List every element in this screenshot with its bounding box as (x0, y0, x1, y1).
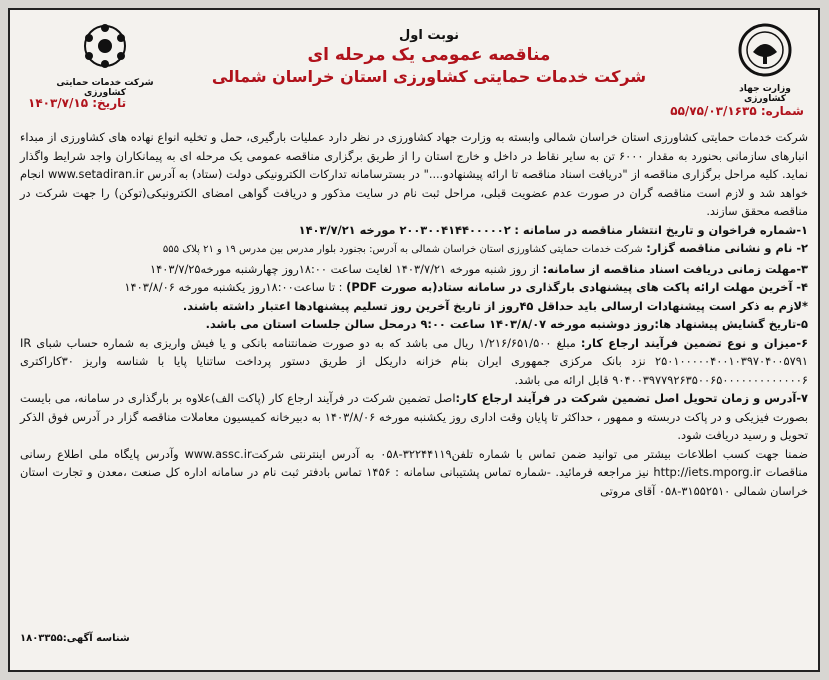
intro-paragraph: شرکت خدمات حمایتی کشاورزی استان خراسان شمالی وابسته به وزارت جهاد کشاورزی در نظر دارد عملیات بارگیری، حمل و تخلیه انواع نهاده های کشاورزی از مبداء انبارهای سازمانی بحنورد به مقدار ۶۰۰۰ تن به سایر نقاط در داخل و خارج استان را از طریق برگزاری مناقصه عمومی یک مرحله ای به پیمانکاران واجد شرایط واگذار نماید. کلیه مراحل برگزاری مناقصه از "دریافت اسناد مناقصه تا ارائه پیشنهادو...." در بسترسامانه تدارکات الکترونیکی دولت (ستاد) به آدرس www.setadiran.ir انجام خواهد شد و لازم است مناقصه گران در صورت عدم عضویت قبلی، مراحل ثبت نام در سایت مذکور و دریافت گواهی امضای الکترونیکی(توکن) را جهت شرکت در مناقصه محقق سازند. (20, 130, 808, 218)
item-3-label: ۳-مهلت زمانی دریافت اسناد مناقصه از سامانه: (542, 261, 808, 276)
ministry-emblem-icon (737, 22, 793, 78)
item-2-text: شرکت خدمات حمایتی کشاورزی استان خراسان شمالی به آدرس: بجنورد بلوار مدرس بین مدرس ۱۹ و ۲۱ پلاک ۵۵۵ (162, 244, 643, 255)
item-1-label: ۱-شماره فراخوان و تاریخ انتشار مناقصه در سامانه : (514, 222, 808, 237)
reference-value: ۵۵/۷۵/۰۳/۱۶۳۵ (670, 104, 757, 118)
note-text: *لازم به ذکر است پیشنهادات ارسالی باید حداقل ۴۵روز از تاریخ آخرین روز تسلیم پیشنهادها اعتبار داشته باشند. (182, 298, 808, 313)
reference-number (670, 104, 804, 118)
item-2-label: ۲- نام و نشانی مناقصه گزار: (646, 241, 808, 255)
item-6-label: ۶-میزان و نوع تضمین فرآیند ارجاع کار: (580, 335, 809, 350)
item-6 (20, 334, 808, 390)
item-4 (20, 278, 808, 297)
company-logo (50, 20, 160, 98)
item-4-text: : تا ساعت۱۸:۰۰روز یکشنبه مورخه ۱۴۰۳/۸/۰۶ (124, 280, 343, 294)
item-6-text: مبلغ ۱/۲۱۶/۶۵۱/۵۰۰ ریال می باشد که به دو صورت ضمانتنامه بانکی و یا فیش واریزی به شماره حساب شبای IR ۲۵۰۱۰۰۰۰۰۴۰۰۱۰۳۹۷۰۴۰۰۵۷۹۱ نزد بانک مرکزی جمهوری ایران بنام خزانه داریکل از طریق دستور پرداخت ساتنایا پایا با شناسه واریز ۳۰کاراکتری ۹۰۴۰۰۳۹۷۷۹۲۶۳۵۰۰۶۵۰۰۰۰۰۰۰۰۰۰۰۰۰۶ قابل ارائه می باشد. (20, 335, 808, 387)
tender-notice (8, 8, 820, 672)
notice-date (28, 96, 126, 110)
item-3-text: از روز شنبه مورخه ۱۴۰۳/۷/۲۱ لغایت ساعت ۱۸:۰۰روز چهارشنبه مورخه۱۴۰۳/۷/۲۵ (150, 261, 539, 276)
company-title: شرکت خدمات حمایتی کشاورزی استان خراسان شمالی (211, 67, 647, 86)
ministry-logo (730, 22, 800, 104)
item-1-text: ۲۰۰۳۰۰۴۱۴۴۰۰۰۰۰۲ مورخه ۱۴۰۳/۷/۲۱ (298, 222, 511, 237)
item-5 (20, 315, 808, 334)
ministry-caption: وزارت جهاد کشاورزی (739, 84, 791, 104)
item-4-label: ۴- آخرین مهلت ارائه پاکت های پیشنهادی بارگذاری در سامانه ستاد(به صورت PDF) (346, 280, 808, 294)
round-label: نوبت اول (398, 28, 460, 43)
date-label: تاریخ: (92, 96, 127, 110)
notice-body (20, 128, 808, 500)
notice-title: مناقصه عمومی یک مرحله ای (307, 45, 551, 65)
item-7-text: اصل تضمین شرکت در فرآیند ارجاع کار (پاکت الف)علاوه بر بارگذاری در سامانه، می بایست بصورت فیزیکی و در پاکت دربسته و ممهور ، حداکثر تا پایان وقت اداری روز یکشنبه مورخه ۱۴۰۳/۸/۰۶ به دبیرخانه کمیسیون معاملات مناقصه گزار در آدرس فوق الذکر تحویل و رسید دریافت شود. (20, 391, 808, 442)
date-value: ۱۴۰۳/۷/۱۵ (28, 96, 89, 110)
validity-note (20, 297, 808, 316)
item-2 (20, 239, 808, 260)
item-1 (20, 221, 808, 240)
notice-header (10, 10, 818, 128)
company-emblem-icon (73, 20, 137, 72)
item-7-label: ۷-آدرس و زمان تحویل اصل تضمین شرکت در فرآیند ارجاع کار: (455, 391, 808, 405)
closing-paragraph: ضمنا جهت کسب اطلاعات بیشتر می توانید ضمن تماس با شماره تلفن۳۲۲۴۴۱۱۹-۰۵۸ به آدرس اینترنتی شرکتwww.assc.ir وآدرس پایگاه ملی اطلاع رسانی مناقصات http://iets.mporg.ir نیز مراجعه فرمائید. -شماره تماس پشتیبانی سامانه : ۱۴۵۶ تماس بادفتر ثبت نام در سامانه اداره کل صنعت ،معدن و تجارت استان خراسان شمالی ۳۱۵۵۲۵۱۰-۰۵۸ آقای مروتی (20, 446, 809, 498)
title-block (160, 28, 698, 86)
reference-label: شماره: (760, 104, 804, 118)
item-5-label: ۵-تاریخ گشایش پیشنهاد ها: (654, 317, 808, 331)
item-5-text: روز دوشنبه مورخه ۱۴۰۳/۸/۰۷ ساعت ۹:۰۰ درمحل سالن جلسات استان می باشد. (205, 317, 655, 331)
notice-id: شناسه آگهی:۱۸۰۳۳۵۵ (20, 633, 130, 644)
item-7 (20, 389, 808, 445)
item-3 (20, 260, 808, 279)
company-caption: شرکت خدمات حمایتی کشاورزی (56, 78, 154, 98)
